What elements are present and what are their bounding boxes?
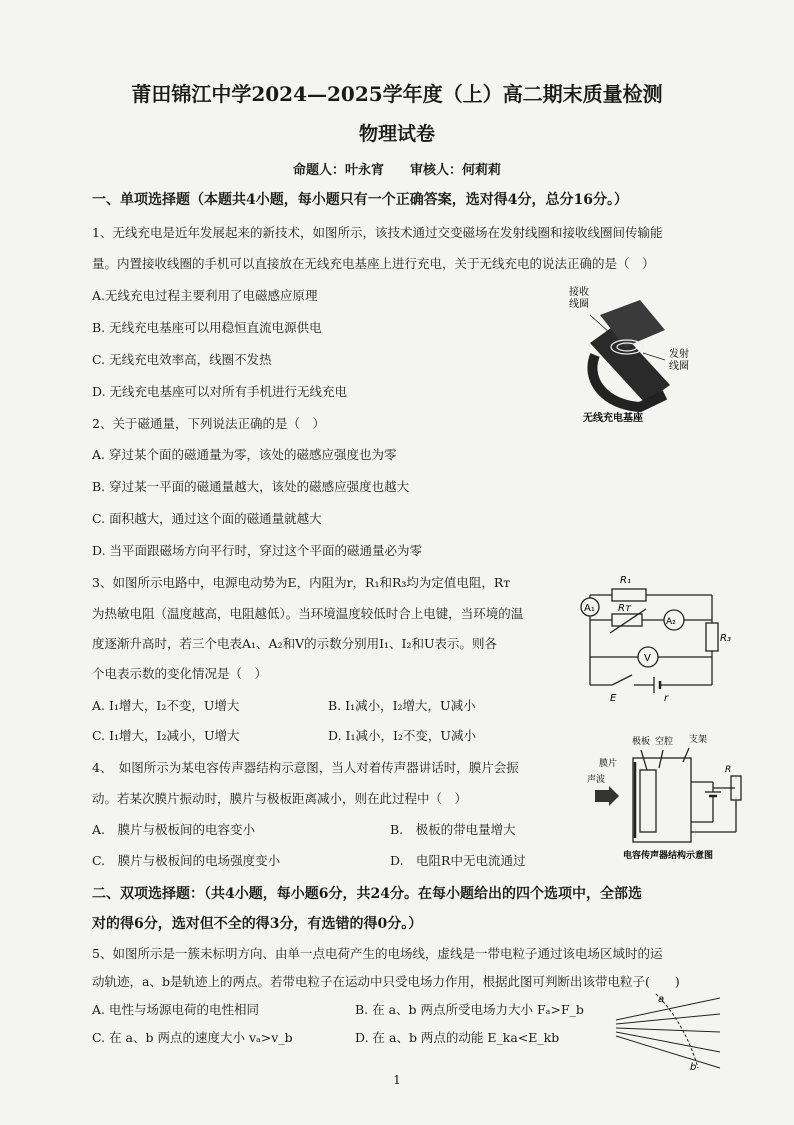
q1-option-c: C. 无线充电效率高，线圈不发热	[92, 352, 272, 367]
q2-option-a: A. 穿过某个面的磁通量为零，该处的磁感应强度也为零	[92, 447, 397, 462]
q4-option-d: D. 电阻R中无电流通过	[390, 853, 526, 868]
q3-option-d: D. I₁减小，I₂不变，U减小	[328, 728, 476, 743]
q4-stem-line1: 4、 如图所示为某电容传声器结构示意图，当人对着传声器讲话时，膜片会振	[92, 760, 519, 775]
resistor-rt	[612, 614, 642, 626]
section1-heading: 一、单项选择题（本题共4小题，每小题只有一个正确答案，选对得4分，总分16分。）	[92, 192, 628, 208]
q3-option-a: A. I₁增大，I₂不变，U增大	[92, 698, 240, 713]
resistor-r3	[706, 623, 718, 651]
page-number: 1	[393, 1073, 401, 1087]
label-emit-1: 发射	[669, 349, 689, 360]
q1-option-d: D. 无线充电基座可以对所有手机进行无线充电	[92, 384, 348, 399]
field-line	[616, 1014, 720, 1024]
section2-heading-line1: 二、双项选择题：（共4小题，每小题6分，共24分。在每小题给出的四个选项中，全部选	[92, 886, 642, 902]
q5-option-a: A. 电性与场源电荷的电性相同	[92, 1002, 259, 1017]
label-e: E	[610, 693, 617, 704]
q2-stem: 2、关于磁通量，下列说法正确的是（ ）	[92, 416, 325, 431]
exam-authors: 命题人：叶永宵 审核人：何莉莉	[292, 163, 501, 178]
emit-pointer	[643, 353, 665, 360]
exam-title: 莆田锦江中学2024—2025学年度（上）高二期末质量检测	[131, 82, 663, 106]
label-emit-2: 线圈	[669, 361, 689, 372]
label-receive-2: 线圈	[569, 299, 589, 310]
label-r1: R₁	[620, 575, 631, 586]
q2-option-b: B. 穿过某一平面的磁通量越大，该处的磁感应强度也越大	[92, 479, 410, 494]
q2-option-d: D. 当平面跟磁场方向平行时，穿过这个平面的磁通量必为零	[92, 543, 423, 558]
field-line	[616, 1028, 720, 1032]
q5-stem-line1: 5、如图所示是一簇未标明方向、由单一点电荷产生的电场线，虚线是一带电粒子通过该电场区域时的运	[92, 946, 663, 961]
q5-option-d: D. 在 a、b 两点的动能 E_ka<E_kb	[355, 1030, 560, 1045]
label-support: 支架	[689, 735, 708, 745]
exam-subtitle: 物理试卷	[358, 123, 435, 145]
q4-stem-line2: 动。若某次膜片振动时，膜片与极板距离减小，则在此过程中（ ）	[92, 791, 468, 806]
q5-option-c: C. 在 a、b 两点的速度大小 vₐ>v_b	[92, 1030, 293, 1045]
q3-option-b: B. I₁减小，I₂增大，U减小	[328, 698, 476, 713]
q4-option-c: C. 膜片与极板间的电场强度变小	[92, 853, 281, 868]
q1-option-a: A.无线充电过程主要利用了电磁感应原理	[92, 288, 318, 303]
label-membrane: 膜片	[599, 759, 618, 769]
field-line	[616, 1036, 720, 1068]
q1-option-b: B. 无线充电基座可以用稳恒直流电源供电	[92, 320, 322, 335]
q3-stem-line1: 3、如图所示电路中，电源电动势为E，内阻为r，R₁和R₃均为定值电阻，Rᴛ	[92, 575, 511, 590]
label-r: r	[664, 693, 669, 704]
label-b: b	[690, 1062, 697, 1072]
label-rt: Rᴛ	[618, 603, 631, 614]
q3-stem-line2: 为热敏电阻（温度越高，电阻越低）。当环境温度较低时合上电键，当环境的温	[92, 606, 524, 621]
field-line	[616, 1032, 720, 1052]
field-line	[616, 998, 720, 1020]
q2-option-c: C. 面积越大，通过这个面的磁通量就越大	[92, 511, 322, 526]
resistor-r1	[612, 589, 646, 601]
q4-option-a: A. 膜片与极板间的电容变小	[92, 822, 256, 837]
label-v: V	[644, 653, 651, 664]
microphone-caption: 电容传声器结构示意图	[623, 851, 714, 861]
charger-caption: 无线充电基座	[583, 413, 643, 424]
q5-stem-line2: 动轨迹，a、b是轨迹上的两点。若带电粒子在运动中只受电场力作用，根据此图可判断出该带电粒子( )	[92, 974, 680, 989]
label-a2: A₂	[666, 617, 676, 627]
sound-wave-arrowhead	[609, 786, 619, 806]
label-receive-1: 接收	[569, 287, 589, 298]
sound-wave-arrow	[595, 790, 609, 802]
label-sound: 声波	[587, 775, 606, 785]
label-a: a	[658, 994, 665, 1005]
section2-heading-line2: 对的得6分，选对但不全的得3分，有选错的得0分。）	[92, 916, 423, 932]
mic-plate	[640, 770, 656, 832]
q1-stem-line1: 1、无线充电是近年发展起来的新技术，如图所示，该技术通过交变磁场在发射线圈和接收线圈间传输能	[92, 225, 663, 240]
label-plate: 极板	[632, 737, 651, 747]
label-r: R	[725, 765, 732, 775]
label-cavity: 空腔	[655, 737, 674, 747]
wireless-charger-figure	[555, 285, 705, 425]
label-a1: A₁	[584, 603, 595, 614]
q3-stem-line4: 个电表示数的变化情况是（ ）	[92, 666, 268, 681]
circuit-figure	[572, 565, 732, 705]
switch	[612, 675, 632, 685]
q4-option-b: B. 极板的带电量增大	[390, 822, 516, 837]
q1-stem-line2: 量。内置接收线圈的手机可以直接放在无线充电基座上进行充电，关于无线充电的说法正确的是（ ）	[92, 256, 655, 271]
label-r3: R₃	[720, 633, 731, 644]
microphone-figure	[585, 732, 747, 864]
q3-stem-line3: 度逐渐升高时，若三个电表A₁、A₂和V的示数分别用I₁、I₂和U表示。则各	[92, 636, 498, 651]
field-lines-figure	[612, 990, 724, 1072]
q3-option-c: C. I₁增大，I₂减小，U增大	[92, 728, 240, 743]
q5-option-b: B. 在 a、b 两点所受电场力大小 Fₐ>F_b	[355, 1002, 584, 1017]
